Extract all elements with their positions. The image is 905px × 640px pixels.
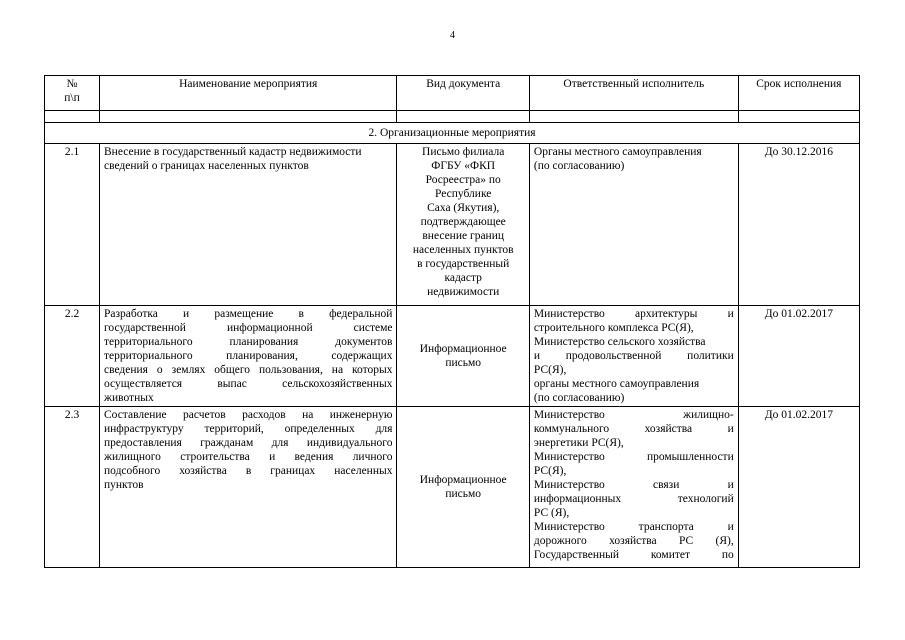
header-name: Наименование мероприятия (100, 76, 397, 111)
header-executor: Ответственный исполнитель (529, 76, 738, 111)
measure-name: Внесение в государственный кадастр недвижимости сведений о границах населенных пунктов (100, 144, 397, 306)
deadline: До 01.02.2017 (738, 306, 859, 407)
document-type: Информационное письмо (397, 407, 529, 568)
document-type: Письмо филиала ФГБУ «ФКП Росреестра» по Республике Саха (Якутия), подтверждающее внесение границ населенных пунктов в государственный кадастр недвижимости (397, 144, 529, 306)
section-row (45, 123, 860, 144)
measure-name: Составление расчетов расходов на инженерную инфраструктуру территорий, определенных для предоставления гражданам для индивидуального жилищного строительства и ведения личного подсобного хозяйства в границах населенных пунктов (100, 407, 397, 568)
row-number: 2.2 (45, 306, 100, 407)
header-number: № п\п (45, 76, 100, 111)
table-row (45, 306, 860, 407)
row-number: 2.1 (45, 144, 100, 306)
section-title: 2. Организационные мероприятия (45, 123, 860, 144)
table-row (45, 144, 860, 306)
row-number: 2.3 (45, 407, 100, 568)
responsible-executor: Министерство жилищно- коммунального хозяйства и энергетики РС(Я), Министерство промышленности РС(Я), Министерство связи и информационных технологий РС (Я), Министерство транспорта и дорожного хозяйства РС (Я), Государственный комитет по (529, 407, 738, 568)
measure-name: Разработка и размещение в федеральной государственной информационной системе территориального планирования документов территориального планирования, содержащих сведения о землях общего пользования, на которых осуществляется выпас сельскохозяйственных животных (100, 306, 397, 407)
header-deadline: Срок исполнения (738, 76, 859, 111)
responsible-executor: Министерство архитектуры и строительного комплекса РС(Я), Министерство сельского хозяйства и продовольственной политики РС(Я), органы местного самоуправления (по согласованию) (529, 306, 738, 407)
responsible-executor: Органы местного самоуправления (по согласованию) (529, 144, 738, 306)
table-header-row (45, 76, 860, 111)
document-type: Информационное письмо (397, 306, 529, 407)
empty-row (45, 111, 860, 123)
page-number: 4 (450, 30, 455, 41)
header-document: Вид документа (397, 76, 529, 111)
deadline: До 01.02.2017 (738, 407, 859, 568)
measures-table (44, 75, 860, 568)
deadline: До 30.12.2016 (738, 144, 859, 306)
table-row (45, 407, 860, 568)
